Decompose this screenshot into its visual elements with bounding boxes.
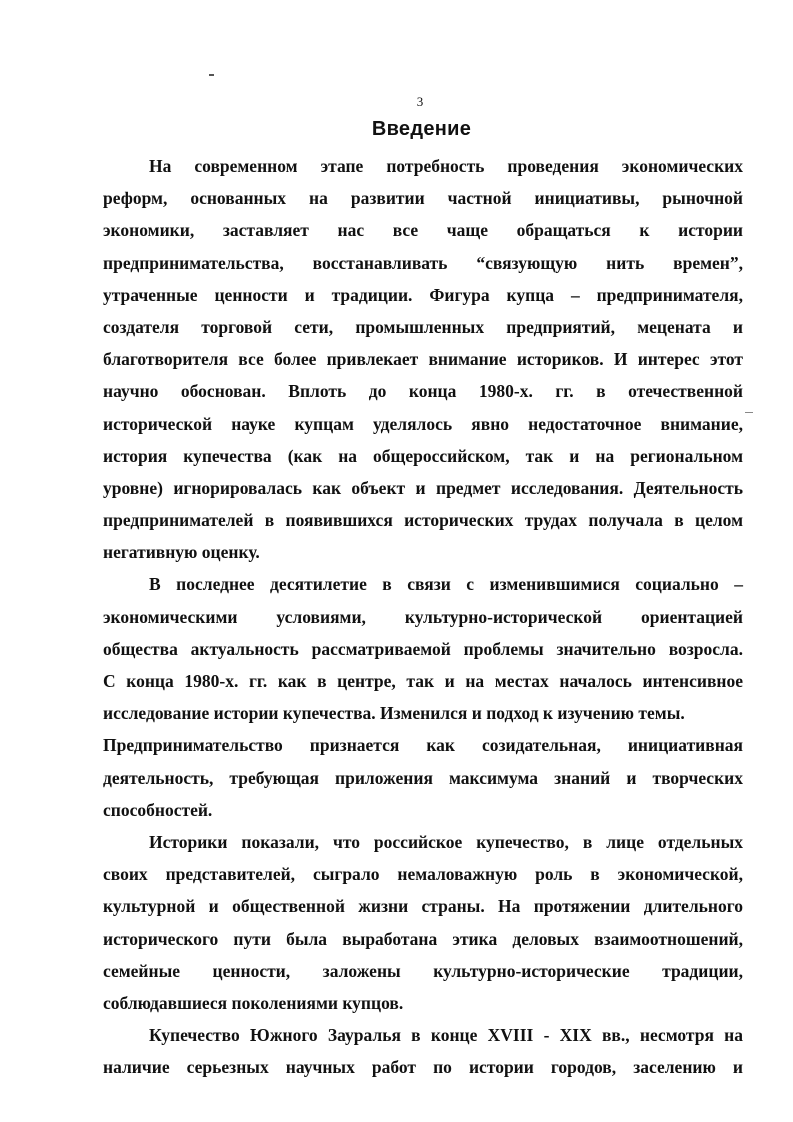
- text-line: предпринимательства, восстанавливать “связующую нить времен”,: [103, 252, 743, 273]
- text-line: реформ, основанных на развитии частной инициативы, рыночной: [103, 188, 743, 209]
- text-line: научно обоснован. Вплоть до конца 1980-х. гг. в отечественной: [103, 381, 743, 402]
- text-line: исторической науке купцам уделялось явно недостаточное внимание,: [103, 413, 743, 434]
- text-line: история купечества (как на общероссийском, так и на региональном: [103, 445, 743, 466]
- text-line: экономики, заставляет нас все чаще обращаться к истории: [103, 220, 743, 241]
- text-line: утраченные ценности и традиции. Фигура купца – предпринимателя,: [103, 284, 743, 305]
- text-line: С конца 1980-х. гг. как в центре, так и на местах началось интенсивное: [103, 671, 743, 691]
- scan-artifact: [745, 412, 753, 413]
- text-line: экономическими условиями, культурно-исторической ориентацией: [103, 606, 743, 627]
- page-number: 3: [416, 94, 424, 109]
- text-line: способностей.: [103, 799, 213, 820]
- text-line: В последнее десятилетие в связи с изменившимися социально –: [149, 574, 743, 595]
- text-line: На современном этапе потребность проведения экономических: [149, 156, 743, 176]
- text-line: предпринимателей в появившихся исторических трудах получала в целом: [103, 510, 743, 531]
- text-line: негативную оценку.: [103, 542, 260, 563]
- text-line: общества актуальность рассматриваемой проблемы значительно возросла.: [103, 638, 743, 659]
- body-text: [103, 150, 743, 1083]
- text-line: Историки показали, что российское купечество, в лице отдельных: [149, 831, 743, 852]
- text-line: Купечество Южного Зауралья в конце XVIII - XIX вв., несмотря на: [149, 1025, 743, 1046]
- text-line: деятельность, требующая приложения максимума знаний и творческих: [103, 767, 743, 788]
- text-line: уровне) игнорировалась как объект и предмет исследования. Деятельность: [103, 477, 743, 498]
- text-line: исторического пути была выработана этика деловых взаимоотношений,: [103, 928, 743, 949]
- text-line: культурной и общественной жизни страны. На протяжении длительного: [103, 896, 743, 917]
- text-line: исследование истории купечества. Изменился и подход к изучению темы.: [103, 703, 685, 724]
- text-line: своих представителей, сыграло немаловажную роль в экономической,: [103, 864, 743, 885]
- text-line: наличие серьезных научных работ по истории городов, заселению и: [103, 1057, 743, 1078]
- text-line: семейные ценности, заложены культурно-исторические традиции,: [103, 960, 743, 981]
- text-line: Предпринимательство признается как созидательная, инициативная: [103, 735, 743, 756]
- text-line: благотворителя все более привлекает внимание историков. И интерес этот: [103, 349, 743, 370]
- scan-artifact: [209, 74, 214, 76]
- text-line: создателя торговой сети, промышленных предприятий, мецената и: [103, 316, 743, 337]
- text-line: соблюдавшиеся поколениями купцов.: [103, 992, 404, 1013]
- page-title: Введение: [371, 118, 472, 140]
